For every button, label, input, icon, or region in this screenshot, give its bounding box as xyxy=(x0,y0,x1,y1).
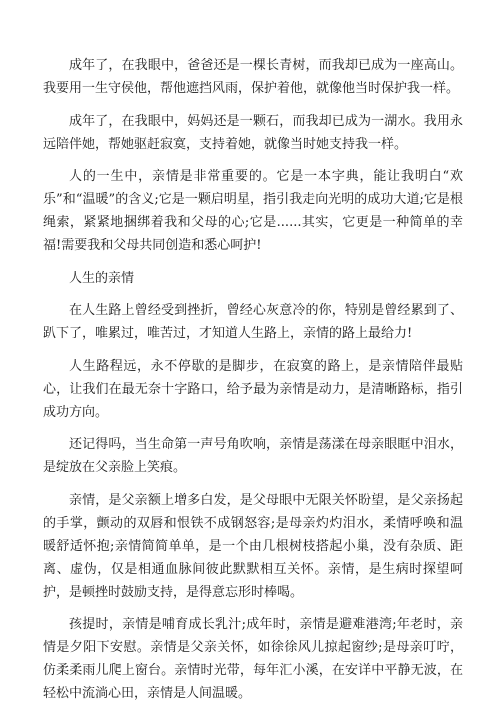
paragraph-mother: 成年了，在我眼中，妈妈还是一颗石，而我却已成为一湖水。我用永远陪伴她，帮她驱赶寂寞，支持着她，就像当时她支持我一样。 xyxy=(43,113,463,152)
paragraph-family-importance: 人的一生中，亲情是非常重要的。它是一本字典，能让我明白“欢乐”和“温暖”的含义;它是一颗启明星，指引我走向光明的成功大道;它是根绳索，紧紧地捆绑着我和父母的心;它是......其实，它更是一种简单的幸福!需要我和父母共同创造和悉心呵护! xyxy=(43,169,463,253)
paragraph-life-journey: 人生路程远，永不停歇的是脚步，在寂寞的路上，是亲情陪伴最贴心，让我们在最无奈十字路口，给予最为亲情是动力，是清晰路标，指引成功方向。 xyxy=(43,358,463,420)
paragraph-father: 成年了，在我眼中，爸爸还是一棵长青树，而我却已成为一座高山。我要用一生守侯他，帮他遮挡风雨，保护着他，就像他当时保护我一样。 xyxy=(43,58,463,96)
paragraph-kinship: 亲情，是父亲额上增多白发，是父母眼中无限关怀盼望，是父亲扬起的手掌，颤动的双唇和恨铁不成钢怒容;是母亲灼灼泪水，柔情呼唤和温暖舒适怀抱;亲情简简单单，是一个由几根树枝搭起小巢，没有杂质、距离、虚伪，仅是相通血脉间彼此默默相互关怀。亲情，是生病时探望呵护，是顿挫时鼓励支持，是得意忘形时棒喝。 xyxy=(43,492,463,600)
paragraph-birth: 还记得吗，当生命第一声号角吹响，亲情是荡漾在母亲眼眶中泪水，是绽放在父亲脸上笑痕。 xyxy=(43,437,463,475)
article-body xyxy=(43,54,463,715)
paragraph-setbacks: 在人生路上曾经受到挫折，曾经心灰意冷的你，特别是曾经累到了、趴下了，唯累过，唯苦过，才知道人生路上，亲情的路上最给力! xyxy=(43,303,463,341)
paragraph-childhood: 孩提时，亲情是哺育成长乳汁;成年时，亲情是避难港湾;年老时，亲情是夕阳下安慰。亲情是父亲关怀，如徐徐风儿掠起窗纱;是母亲叮咛，仿柔柔雨儿爬上窗台。亲情时光带，每年汇小溪，在安详中平静无波，在轻松中流淌心田，亲情是人间温暖。 xyxy=(43,617,463,701)
section-heading: 人生的亲情 xyxy=(69,270,135,286)
